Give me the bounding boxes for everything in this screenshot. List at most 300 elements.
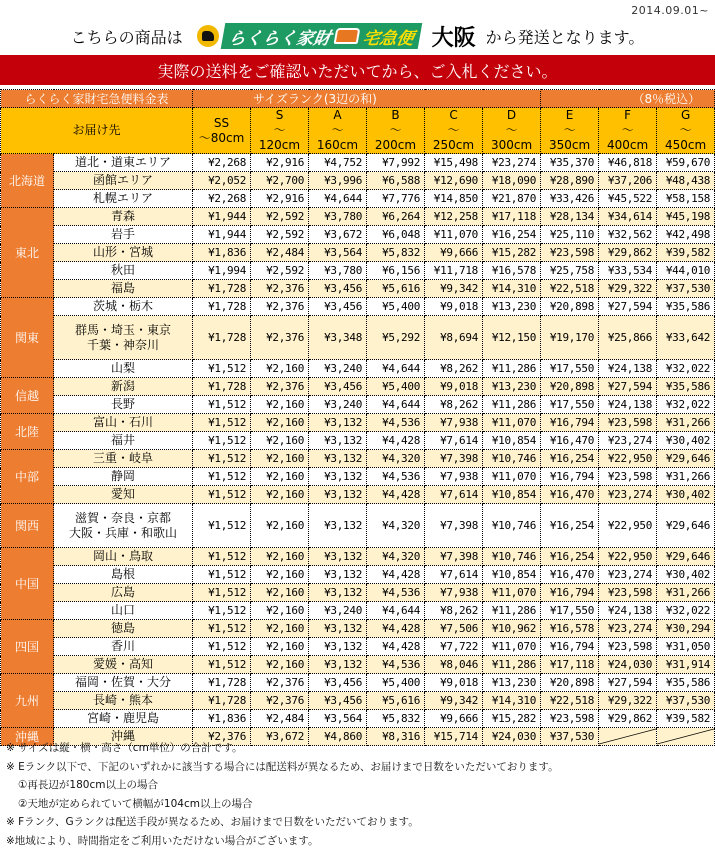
diagonal-slash-icon bbox=[599, 728, 656, 745]
price-cell: ¥16,254 bbox=[541, 450, 599, 468]
headline-suffix: から発送となります。 bbox=[485, 27, 645, 47]
price-cell: ¥17,550 bbox=[541, 360, 599, 378]
size-limit-label: ～80cm bbox=[198, 130, 245, 145]
price-cell: ¥4,536 bbox=[367, 584, 425, 602]
table-row bbox=[1, 692, 715, 710]
price-cell: ¥20,898 bbox=[541, 298, 599, 316]
price-cell: ¥2,268 bbox=[193, 190, 251, 208]
price-cell: ¥16,254 bbox=[541, 548, 599, 566]
diagonal-slash-icon bbox=[657, 728, 714, 745]
price-cell: ¥8,262 bbox=[425, 360, 483, 378]
price-cell: ¥16,794 bbox=[541, 584, 599, 602]
price-cell: ¥42,498 bbox=[657, 226, 715, 244]
size-rank-label: G bbox=[680, 108, 691, 122]
price-cell: ¥1,836 bbox=[193, 244, 251, 262]
price-cell: ¥2,376 bbox=[251, 316, 309, 360]
price-cell: ¥23,598 bbox=[541, 244, 599, 262]
price-cell: ¥11,070 bbox=[425, 226, 483, 244]
price-cell: ¥23,274 bbox=[599, 432, 657, 450]
price-cell: ¥3,672 bbox=[251, 728, 309, 746]
price-cell: ¥3,996 bbox=[309, 172, 367, 190]
price-cell: ¥2,376 bbox=[251, 298, 309, 316]
price-cell: ¥7,614 bbox=[425, 486, 483, 504]
price-cell: ¥1,512 bbox=[193, 656, 251, 674]
destination-cell: 滋賀・奈良・京都 大阪・兵庫・和歌山 bbox=[54, 504, 193, 548]
size-column-header-f bbox=[599, 108, 657, 154]
price-cell: ¥46,818 bbox=[599, 154, 657, 172]
price-cell: ¥9,666 bbox=[425, 244, 483, 262]
price-cell: ¥1,728 bbox=[193, 280, 251, 298]
price-cell: ¥4,752 bbox=[309, 154, 367, 172]
price-cell: ¥3,564 bbox=[309, 244, 367, 262]
price-cell: ¥2,160 bbox=[251, 414, 309, 432]
destination-cell: 長崎・熊本 bbox=[54, 692, 193, 710]
price-cell: ¥23,274 bbox=[599, 486, 657, 504]
not-available-cell bbox=[599, 728, 657, 746]
footnotes bbox=[6, 739, 559, 850]
size-column-header-b bbox=[367, 108, 425, 154]
price-cell: ¥1,512 bbox=[193, 620, 251, 638]
price-cell: ¥10,854 bbox=[483, 566, 541, 584]
destination-cell: 三重・岐阜 bbox=[54, 450, 193, 468]
price-cell: ¥22,950 bbox=[599, 548, 657, 566]
price-cell: ¥16,254 bbox=[483, 226, 541, 244]
size-rank-label: A bbox=[333, 108, 342, 122]
price-cell: ¥2,160 bbox=[251, 360, 309, 378]
price-cell: ¥20,898 bbox=[541, 674, 599, 692]
region-label: 四国 bbox=[1, 620, 54, 674]
price-cell: ¥2,376 bbox=[251, 378, 309, 396]
price-cell: ¥8,262 bbox=[425, 602, 483, 620]
price-cell: ¥22,518 bbox=[541, 280, 599, 298]
price-cell: ¥23,598 bbox=[599, 638, 657, 656]
price-cell: ¥4,428 bbox=[367, 486, 425, 504]
destination-cell: 宮崎・鹿児島 bbox=[54, 710, 193, 728]
table-row bbox=[1, 316, 715, 360]
table-row bbox=[1, 548, 715, 566]
destination-cell: 静岡 bbox=[54, 468, 193, 486]
price-cell: ¥2,592 bbox=[251, 208, 309, 226]
logo-banner bbox=[220, 23, 422, 49]
price-cell: ¥16,470 bbox=[541, 486, 599, 504]
size-limit-label: ～400cm bbox=[606, 123, 649, 152]
region-label: 中部 bbox=[1, 450, 54, 504]
footnote-line: ※ Fランク、Gランクは配送手段が異なるため、お届けまで日数をいただいております。 bbox=[6, 816, 419, 828]
price-cell: ¥1,944 bbox=[193, 208, 251, 226]
price-cell: ¥2,160 bbox=[251, 396, 309, 414]
price-cell: ¥10,746 bbox=[483, 450, 541, 468]
price-cell: ¥31,266 bbox=[657, 414, 715, 432]
price-cell: ¥4,428 bbox=[367, 620, 425, 638]
table-row bbox=[1, 450, 715, 468]
destination-cell: 秋田 bbox=[54, 262, 193, 280]
price-cell: ¥28,890 bbox=[541, 172, 599, 190]
destination-cell: 山口 bbox=[54, 602, 193, 620]
price-cell: ¥1,728 bbox=[193, 692, 251, 710]
price-cell: ¥1,944 bbox=[193, 226, 251, 244]
price-cell: ¥4,644 bbox=[367, 360, 425, 378]
table-row bbox=[1, 584, 715, 602]
destination-cell: 函館エリア bbox=[54, 172, 193, 190]
table-row bbox=[1, 468, 715, 486]
price-cell: ¥4,320 bbox=[367, 504, 425, 548]
price-cell: ¥35,370 bbox=[541, 154, 599, 172]
price-cell: ¥3,456 bbox=[309, 692, 367, 710]
kuroneko-cat-icon bbox=[197, 25, 219, 47]
size-rank-label: SS bbox=[213, 115, 230, 130]
price-cell: ¥3,672 bbox=[309, 226, 367, 244]
size-limit-label: ～160cm bbox=[316, 123, 359, 152]
price-cell: ¥33,426 bbox=[541, 190, 599, 208]
price-cell: ¥4,428 bbox=[367, 566, 425, 584]
price-cell: ¥29,646 bbox=[657, 504, 715, 548]
price-cell: ¥3,456 bbox=[309, 674, 367, 692]
table-row bbox=[1, 154, 715, 172]
footnote-line: ※ Eランク以下で、下記のいずれかに該当する場合には配送料が異なるため、お届けまで日数をいただいております。 bbox=[6, 760, 559, 773]
size-rank-label: E bbox=[565, 108, 574, 122]
region-label: 中国 bbox=[1, 548, 54, 620]
size-column-header-ss bbox=[193, 108, 251, 154]
price-cell: ¥34,614 bbox=[599, 208, 657, 226]
destination-cell: 広島 bbox=[54, 584, 193, 602]
destination-cell: 愛知 bbox=[54, 486, 193, 504]
price-cell: ¥30,402 bbox=[657, 566, 715, 584]
region-label: 沖縄 bbox=[1, 728, 54, 746]
destination-cell: 新潟 bbox=[54, 378, 193, 396]
price-cell: ¥25,110 bbox=[541, 226, 599, 244]
price-cell: ¥3,240 bbox=[309, 396, 367, 414]
price-cell: ¥1,512 bbox=[193, 486, 251, 504]
price-cell: ¥2,160 bbox=[251, 432, 309, 450]
table-row bbox=[1, 298, 715, 316]
price-cell: ¥3,240 bbox=[309, 602, 367, 620]
price-cell: ¥7,398 bbox=[425, 504, 483, 548]
region-label: 関西 bbox=[1, 504, 54, 548]
price-cell: ¥39,582 bbox=[657, 244, 715, 262]
price-cell: ¥16,794 bbox=[541, 638, 599, 656]
price-cell: ¥7,776 bbox=[367, 190, 425, 208]
price-cell: ¥23,598 bbox=[541, 710, 599, 728]
not-available-cell bbox=[657, 728, 715, 746]
price-cell: ¥10,962 bbox=[483, 620, 541, 638]
price-cell: ¥2,160 bbox=[251, 504, 309, 548]
price-cell: ¥29,646 bbox=[657, 450, 715, 468]
destination-cell: 長野 bbox=[54, 396, 193, 414]
price-cell: ¥3,240 bbox=[309, 360, 367, 378]
price-cell: ¥7,398 bbox=[425, 450, 483, 468]
shipping-rate-table-wrapper bbox=[0, 89, 715, 746]
price-cell: ¥32,022 bbox=[657, 396, 715, 414]
origin-city: 大阪 bbox=[431, 25, 476, 51]
price-cell: ¥2,916 bbox=[251, 190, 309, 208]
price-cell: ¥7,992 bbox=[367, 154, 425, 172]
price-cell: ¥23,274 bbox=[483, 154, 541, 172]
column-header-row bbox=[1, 108, 715, 154]
price-cell: ¥27,594 bbox=[599, 378, 657, 396]
table-row bbox=[1, 566, 715, 584]
price-cell: ¥2,160 bbox=[251, 656, 309, 674]
price-cell: ¥23,274 bbox=[599, 566, 657, 584]
destination-cell: 山形・宮城 bbox=[54, 244, 193, 262]
price-cell: ¥4,644 bbox=[367, 396, 425, 414]
sofa-icon bbox=[333, 28, 360, 44]
price-cell: ¥11,070 bbox=[483, 468, 541, 486]
price-cell: ¥3,456 bbox=[309, 280, 367, 298]
logo-text-takkyubin: 宅急便 bbox=[360, 28, 415, 49]
price-cell: ¥17,550 bbox=[541, 396, 599, 414]
price-cell: ¥4,860 bbox=[309, 728, 367, 746]
price-cell: ¥8,694 bbox=[425, 316, 483, 360]
price-cell: ¥29,646 bbox=[657, 548, 715, 566]
price-cell: ¥11,286 bbox=[483, 656, 541, 674]
price-cell: ¥27,594 bbox=[599, 298, 657, 316]
price-cell: ¥2,592 bbox=[251, 262, 309, 280]
price-cell: ¥23,598 bbox=[599, 468, 657, 486]
price-cell: ¥3,132 bbox=[309, 620, 367, 638]
price-cell: ¥2,160 bbox=[251, 468, 309, 486]
price-cell: ¥3,132 bbox=[309, 486, 367, 504]
price-cell: ¥2,376 bbox=[251, 674, 309, 692]
price-cell: ¥1,512 bbox=[193, 548, 251, 566]
table-row bbox=[1, 244, 715, 262]
price-cell: ¥11,070 bbox=[483, 584, 541, 602]
price-cell: ¥35,586 bbox=[657, 298, 715, 316]
price-cell: ¥45,198 bbox=[657, 208, 715, 226]
price-cell: ¥1,512 bbox=[193, 396, 251, 414]
price-cell: ¥1,512 bbox=[193, 504, 251, 548]
table-title: らくらく家財宅急便料金表 bbox=[1, 90, 193, 108]
table-row bbox=[1, 280, 715, 298]
table-row bbox=[1, 414, 715, 432]
price-cell: ¥7,614 bbox=[425, 432, 483, 450]
price-cell: ¥7,938 bbox=[425, 584, 483, 602]
price-cell: ¥7,506 bbox=[425, 620, 483, 638]
price-cell: ¥9,018 bbox=[425, 378, 483, 396]
price-cell: ¥1,728 bbox=[193, 378, 251, 396]
size-rank-title: サイズランク(3辺の和) bbox=[193, 90, 541, 108]
price-cell: ¥19,170 bbox=[541, 316, 599, 360]
table-row bbox=[1, 226, 715, 244]
price-cell: ¥13,230 bbox=[483, 674, 541, 692]
price-cell: ¥3,132 bbox=[309, 638, 367, 656]
destination-cell: 山梨 bbox=[54, 360, 193, 378]
table-row bbox=[1, 208, 715, 226]
price-cell: ¥29,862 bbox=[599, 244, 657, 262]
price-cell: ¥28,134 bbox=[541, 208, 599, 226]
price-cell: ¥4,536 bbox=[367, 468, 425, 486]
region-label: 信越 bbox=[1, 378, 54, 414]
price-cell: ¥6,264 bbox=[367, 208, 425, 226]
price-cell: ¥10,746 bbox=[483, 504, 541, 548]
price-cell: ¥1,512 bbox=[193, 450, 251, 468]
price-cell: ¥24,138 bbox=[599, 360, 657, 378]
price-cell: ¥2,160 bbox=[251, 638, 309, 656]
rate-table-body bbox=[1, 154, 715, 746]
region-label: 北陸 bbox=[1, 414, 54, 450]
price-cell: ¥7,938 bbox=[425, 468, 483, 486]
price-cell: ¥16,578 bbox=[483, 262, 541, 280]
price-cell: ¥18,090 bbox=[483, 172, 541, 190]
footnote-line: ※ サイズは縦・横・高さ（cm単位）の合計です。 bbox=[6, 742, 243, 754]
price-cell: ¥14,850 bbox=[425, 190, 483, 208]
size-rank-label: D bbox=[506, 108, 517, 122]
price-cell: ¥24,030 bbox=[599, 656, 657, 674]
price-cell: ¥3,780 bbox=[309, 262, 367, 280]
size-rank-label: B bbox=[391, 108, 400, 122]
price-cell: ¥11,718 bbox=[425, 262, 483, 280]
price-cell: ¥16,470 bbox=[541, 566, 599, 584]
price-cell: ¥25,866 bbox=[599, 316, 657, 360]
price-cell: ¥4,428 bbox=[367, 638, 425, 656]
price-cell: ¥16,578 bbox=[541, 620, 599, 638]
destination-cell: 岡山・鳥取 bbox=[54, 548, 193, 566]
price-cell: ¥3,564 bbox=[309, 710, 367, 728]
price-cell: ¥4,536 bbox=[367, 656, 425, 674]
table-row bbox=[1, 620, 715, 638]
region-label: 関東 bbox=[1, 298, 54, 378]
price-cell: ¥1,512 bbox=[193, 468, 251, 486]
region-label: 北海道 bbox=[1, 154, 54, 208]
table-row bbox=[1, 432, 715, 450]
price-cell: ¥5,616 bbox=[367, 280, 425, 298]
price-cell: ¥3,132 bbox=[309, 584, 367, 602]
price-cell: ¥1,836 bbox=[193, 710, 251, 728]
price-cell: ¥6,156 bbox=[367, 262, 425, 280]
table-row bbox=[1, 638, 715, 656]
price-cell: ¥9,342 bbox=[425, 692, 483, 710]
price-cell: ¥3,132 bbox=[309, 548, 367, 566]
footnote-line: ①再長辺が180cm以上の場合 bbox=[18, 779, 158, 791]
destination-cell: 島根 bbox=[54, 566, 193, 584]
price-cell: ¥4,428 bbox=[367, 432, 425, 450]
price-cell: ¥5,832 bbox=[367, 244, 425, 262]
price-cell: ¥8,046 bbox=[425, 656, 483, 674]
table-row bbox=[1, 360, 715, 378]
price-cell: ¥37,530 bbox=[657, 280, 715, 298]
price-cell: ¥37,206 bbox=[599, 172, 657, 190]
size-limit-label: ～350cm bbox=[548, 123, 591, 152]
price-cell: ¥33,534 bbox=[599, 262, 657, 280]
tax-note: （8％税込） bbox=[541, 90, 715, 108]
price-cell: ¥6,048 bbox=[367, 226, 425, 244]
notice-banner: 実際の送料をご確認いただいてから、ご入札ください。 bbox=[0, 55, 715, 85]
price-cell: ¥1,728 bbox=[193, 298, 251, 316]
price-cell: ¥7,938 bbox=[425, 414, 483, 432]
price-cell: ¥13,230 bbox=[483, 378, 541, 396]
size-column-header-c bbox=[425, 108, 483, 154]
price-cell: ¥2,160 bbox=[251, 620, 309, 638]
price-cell: ¥1,512 bbox=[193, 414, 251, 432]
size-column-header-a bbox=[309, 108, 367, 154]
price-cell: ¥31,266 bbox=[657, 584, 715, 602]
footnote-line: ②天地が定められていて横幅が104cm以上の場合 bbox=[18, 797, 253, 810]
price-cell: ¥5,400 bbox=[367, 674, 425, 692]
price-cell: ¥24,138 bbox=[599, 396, 657, 414]
table-row bbox=[1, 190, 715, 208]
price-cell: ¥2,160 bbox=[251, 602, 309, 620]
price-cell: ¥1,512 bbox=[193, 638, 251, 656]
price-cell: ¥3,456 bbox=[309, 298, 367, 316]
price-cell: ¥2,160 bbox=[251, 450, 309, 468]
price-cell: ¥22,950 bbox=[599, 450, 657, 468]
price-cell: ¥22,950 bbox=[599, 504, 657, 548]
price-cell: ¥29,322 bbox=[599, 692, 657, 710]
price-cell: ¥3,132 bbox=[309, 566, 367, 584]
price-cell: ¥21,870 bbox=[483, 190, 541, 208]
price-cell: ¥31,050 bbox=[657, 638, 715, 656]
price-cell: ¥30,402 bbox=[657, 486, 715, 504]
price-cell: ¥10,854 bbox=[483, 486, 541, 504]
destination-cell: 茨城・栃木 bbox=[54, 298, 193, 316]
price-cell: ¥3,348 bbox=[309, 316, 367, 360]
table-row bbox=[1, 710, 715, 728]
price-cell: ¥9,018 bbox=[425, 298, 483, 316]
price-cell: ¥9,666 bbox=[425, 710, 483, 728]
price-cell: ¥11,286 bbox=[483, 360, 541, 378]
effective-date: 2014.09.01~ bbox=[631, 4, 709, 17]
price-cell: ¥1,512 bbox=[193, 432, 251, 450]
destination-cell: 香川 bbox=[54, 638, 193, 656]
table-row bbox=[1, 602, 715, 620]
destination-cell: 福島 bbox=[54, 280, 193, 298]
price-cell: ¥37,530 bbox=[657, 692, 715, 710]
price-cell: ¥1,512 bbox=[193, 602, 251, 620]
destination-cell: 愛媛・高知 bbox=[54, 656, 193, 674]
price-cell: ¥16,254 bbox=[541, 504, 599, 548]
price-cell: ¥32,022 bbox=[657, 602, 715, 620]
price-cell: ¥23,274 bbox=[599, 620, 657, 638]
footnote-line: ※地域により、時間指定をご利用いただけない場合がございます。 bbox=[6, 834, 319, 847]
price-cell: ¥1,512 bbox=[193, 584, 251, 602]
price-cell: ¥3,780 bbox=[309, 208, 367, 226]
price-cell: ¥30,402 bbox=[657, 432, 715, 450]
price-cell: ¥2,160 bbox=[251, 566, 309, 584]
price-cell: ¥1,728 bbox=[193, 316, 251, 360]
price-cell: ¥5,400 bbox=[367, 298, 425, 316]
price-cell: ¥35,586 bbox=[657, 378, 715, 396]
price-cell: ¥2,268 bbox=[193, 154, 251, 172]
price-cell: ¥2,484 bbox=[251, 244, 309, 262]
price-cell: ¥7,722 bbox=[425, 638, 483, 656]
shipping-rate-table bbox=[0, 89, 715, 746]
price-cell: ¥22,518 bbox=[541, 692, 599, 710]
price-cell: ¥16,794 bbox=[541, 414, 599, 432]
price-cell: ¥15,282 bbox=[483, 244, 541, 262]
price-cell: ¥1,728 bbox=[193, 674, 251, 692]
price-cell: ¥32,562 bbox=[599, 226, 657, 244]
size-column-header-s bbox=[251, 108, 309, 154]
destination-cell: 群馬・埼玉・東京 千葉・神奈川 bbox=[54, 316, 193, 360]
price-cell: ¥15,498 bbox=[425, 154, 483, 172]
table-row bbox=[1, 674, 715, 692]
price-cell: ¥10,854 bbox=[483, 432, 541, 450]
destination-cell: 福井 bbox=[54, 432, 193, 450]
destination-cell: 富山・石川 bbox=[54, 414, 193, 432]
price-cell: ¥9,018 bbox=[425, 674, 483, 692]
size-rank-label: C bbox=[449, 108, 458, 122]
size-column-header-g bbox=[657, 108, 715, 154]
table-row bbox=[1, 486, 715, 504]
price-cell: ¥2,376 bbox=[193, 728, 251, 746]
price-cell: ¥7,614 bbox=[425, 566, 483, 584]
price-cell: ¥24,030 bbox=[483, 728, 541, 746]
price-cell: ¥35,586 bbox=[657, 674, 715, 692]
size-limit-label: ～200cm bbox=[374, 123, 417, 152]
destination-cell: 沖縄 bbox=[54, 728, 193, 746]
price-cell: ¥4,644 bbox=[367, 602, 425, 620]
price-cell: ¥17,118 bbox=[541, 656, 599, 674]
size-column-header-d bbox=[483, 108, 541, 154]
